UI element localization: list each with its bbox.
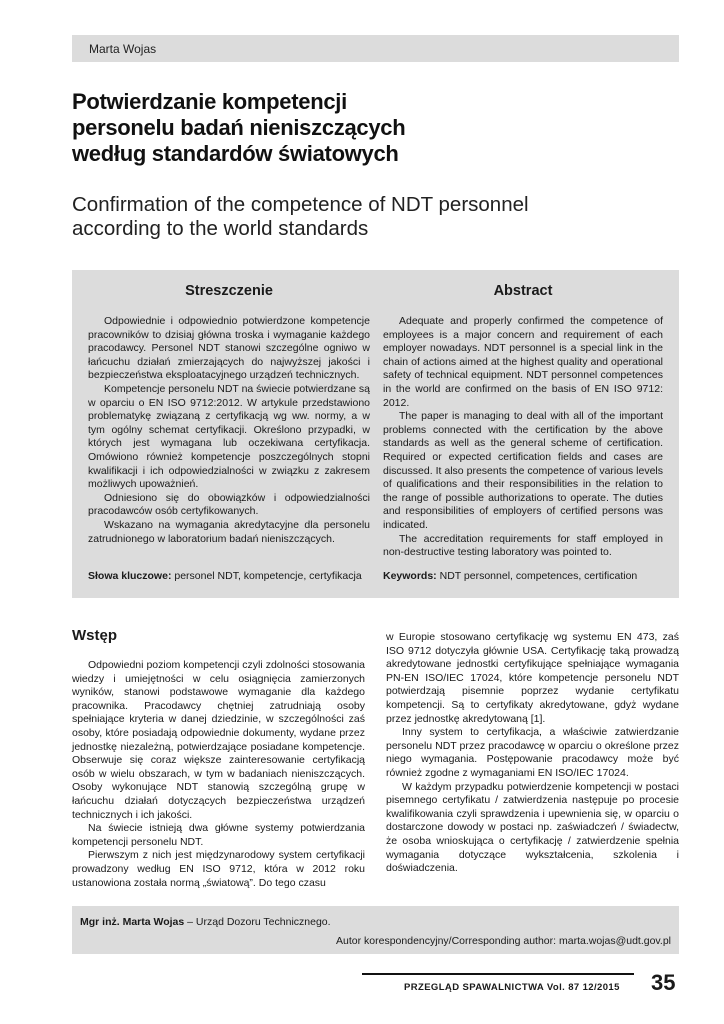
abstract-box <box>72 270 679 598</box>
affiliation-name: Mgr inż. Marta Wojas <box>80 916 185 928</box>
paragraph: Kompetencje personelu NDT na świecie potwierdzane są w oparciu o EN ISO 9712:2012. W artykule przedstawiono problematykę związaną z certyfikacją wg ww. normy, a w tym ogólny schemat certyfikacji. Określono przypadki, w których jest wymagana lub oczekiwana certyfikacja. Omówiono również kompetencje poszczególnych stopni kwalifikacji i ich odpowiedzialności w związku z zakresem możliwych upoważnień. <box>88 382 370 491</box>
title-polish <box>72 89 672 167</box>
affiliation-org: – Urząd Dozoru Technicznego. <box>184 916 331 928</box>
author-bar <box>72 35 679 62</box>
title-english-line: Confirmation of the competence of NDT personnel <box>72 193 529 216</box>
footer-journal: PRZEGLĄD SPAWALNICTWA Vol. 87 12/2015 <box>404 982 620 993</box>
section-heading-intro: Wstęp <box>72 627 117 644</box>
author-name: Marta Wojas <box>89 42 157 56</box>
paragraph: Pierwszym z nich jest międzynarodowy system certyfikacji prowadzony według EN ISO 9712, która w 2012 roku ustanowiona została normą „światową”. Do tego czasu <box>72 849 365 889</box>
affiliation-box <box>72 906 679 954</box>
title-polish-line: według standardów światowych <box>72 141 399 166</box>
affiliation-line <box>80 916 331 928</box>
keywords-label: Słowa kluczowe: <box>88 570 172 582</box>
keywords-value: NDT personnel, competences, certification <box>439 570 638 582</box>
paragraph: The accreditation requirements for staff employed in non-destructive testing laboratory was pointed to. <box>383 532 663 559</box>
keywords-polish <box>88 570 370 583</box>
title-english <box>72 193 692 241</box>
page-number: 35 <box>651 970 676 995</box>
correspondence-line: Autor korespondencyjny/Corresponding author: marta.wojas@udt.gov.pl <box>336 935 671 947</box>
footer-rule <box>362 973 634 975</box>
paragraph: Odpowiednie i odpowiednio potwierdzone kompetencje pracowników to dzisiaj główna troska i wymaganie każdego pracodawcy. Personel NDT stanowi szczególne ogniwo w łańcuchu działań zmierzających do najwyższej jakości i bezpieczeństwa eksploatacyjnego urządzeń technicznych. <box>88 315 370 382</box>
paragraph: W każdym przypadku potwierdzenie kompetencji w postaci pisemnego certyfikatu / zatwierdzenia następuje po procesie kwalifikowania czyli sprawdzenia i upewnienia się, w oparciu o dostarczone dowody w postaci np. zaświadczeń / świadectw, że osoba wnioskująca o certyfikację / zatwierdzenie spełnia wymagania dotyczące wykształcenia, szkolenia i doświadczenia. <box>386 780 679 875</box>
keywords-label: Keywords: <box>383 570 437 582</box>
abstract-polish-heading: Streszczenie <box>185 283 273 299</box>
paragraph: Na świecie istnieją dwa główne systemy potwierdzania kompetencji personelu NDT. <box>72 822 365 848</box>
paragraph: Adequate and properly confirmed the competence of employees is a major concern and requirement of each employer nowadays. NDT personnel is a special link in the chain of actions aimed at the highest quality and operational safety of technical equipment. NDT personnel competences in the world are confirmed on the basis of EN ISO 9712: 2012. <box>383 315 663 409</box>
keywords-english <box>383 570 663 583</box>
keywords-value: personel NDT, kompetencje, certyfikacja <box>174 570 362 582</box>
title-english-line: according to the world standards <box>72 217 369 240</box>
paragraph: w Europie stosowano certyfikację wg systemu EN 473, zaś ISO 9712 dotyczyła głównie USA. Certyfikację taką prowadzą akredytowane jednostki certyfikujące spełniające wymagania PN-EN ISO/IEC 17024, które kompetencje personelu NDT potwierdzają pisemnie poprzez wydanie certyfikatu kompetencji. Są to certyfikaty akredytowane, gdyż wydane przez jednostkę akredytowaną [1]. <box>386 631 679 725</box>
paragraph: Inny system to certyfikacja, a właściwie zatwierdzanie personelu NDT przez pracodawcę w oparciu o określone przez niego wymagania. Postępowanie pracodawcy może być również zgodne z wymaganiami EN ISO/IEC 17024. <box>386 726 679 779</box>
title-polish-line: Potwierdzanie kompetencji <box>72 89 347 114</box>
title-polish-line: personelu badań nieniszczących <box>72 115 406 140</box>
abstract-english-body <box>383 315 663 560</box>
body-column-left <box>72 659 365 890</box>
paragraph: Odpowiedni poziom kompetencji czyli zdolności stosowania wiedzy i umiejętności w celu osiągnięcia zamierzonych wyników, stanowi podstawowe wymaganie dla każdego pracownika. Pracodawcy chętniej zatrudniają osoby spełniające kryteria w danej dziedzinie, w szczególności zaś osoby, które posiadają odpowiednie dokumenty, wydane przez jednostkę niezależną, potwierdzające posiadane kompetencje. Obserwuje się coraz większe zainteresowanie certyfikacją osób w wielu obszarach, w tym w badaniach nieniszczących. Osoby wykonujące NDT stanowią szczególną grupę w łańcuchu działań dotyczących bezpieczeństwa urządzeń technicznych i ich jakości. <box>72 659 365 821</box>
body-column-right <box>386 631 679 876</box>
abstract-polish-body <box>88 315 370 546</box>
paragraph: Wskazano na wymagania akredytacyjne dla personelu zatrudnionego w laboratorium badań nieniszczących. <box>88 518 370 545</box>
paragraph: The paper is managing to deal with all of the important problems connected with the certification by the above standards as well as the general scheme of certification. Required or expected certification fields and cases are discussed. It also presents the competence of various levels of qualifications and their responsibilities in the relation to the range of possible authorizations to operate. The duties and responsibilities of employers of certified persons was indicated. <box>383 410 663 531</box>
paragraph: Odniesiono się do obowiązków i odpowiedzialności pracodawców osób certyfikowanych. <box>88 491 370 518</box>
abstract-english-heading: Abstract <box>493 283 553 299</box>
